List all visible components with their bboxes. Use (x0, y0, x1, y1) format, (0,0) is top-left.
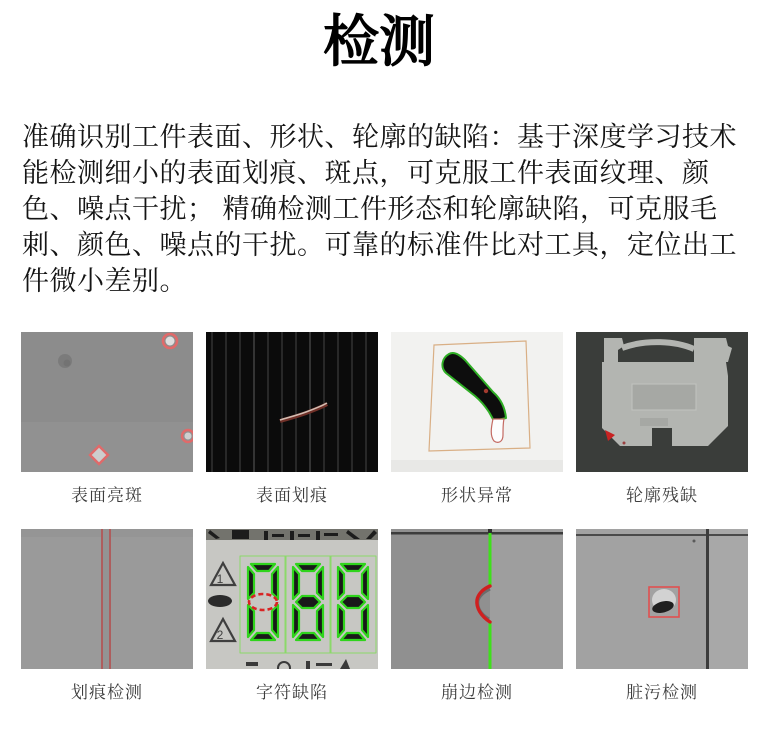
gallery-item-surface-bright-spot (21, 332, 193, 506)
detection-section (0, 8, 758, 734)
thumb-caption: 轮廓残缺 (626, 486, 698, 506)
surface-bright-spot-graphic (21, 332, 193, 472)
page-title: 检测 (323, 10, 435, 73)
svg-text:1: 1 (216, 572, 224, 587)
dirt-detect-graphic (576, 529, 748, 669)
intro-line: 准确识别工件表面、形状、轮廓的缺陷：基于深度学习技术 (22, 122, 737, 153)
contour-missing-image (576, 332, 748, 472)
scratch-detect-image (21, 529, 193, 669)
gallery-item-dirt-detect (576, 529, 748, 703)
detection-gallery (21, 332, 748, 703)
gallery-item-shape-anomaly (391, 332, 563, 506)
shape-anomaly-image (391, 332, 563, 472)
shape-anomaly-graphic (391, 332, 563, 472)
dirt-detect-image (576, 529, 748, 669)
char-defect-image (206, 529, 378, 669)
intro-line: 刺、颜色、噪点的干扰。可靠的标准件比对工具，定位出工 (22, 230, 737, 261)
gallery-item-char-defect (206, 529, 378, 703)
gallery-item-scratch-detect (21, 529, 193, 703)
thumb-caption: 表面划痕 (256, 486, 328, 506)
gallery-item-surface-scratch (206, 332, 378, 506)
intro-line: 件微小差别。 (22, 266, 187, 297)
edge-chip-image (391, 529, 563, 669)
surface-scratch-image (206, 332, 378, 472)
edge-chip-graphic (391, 529, 563, 669)
intro-line: 能检测细小的表面划痕、斑点，可克服工件表面纹理、颜 (22, 158, 710, 189)
surface-scratch-graphic (206, 332, 378, 472)
thumb-caption: 崩边检测 (441, 683, 513, 703)
thumb-caption: 字符缺陷 (256, 683, 328, 703)
contour-missing-graphic (576, 332, 748, 472)
thumb-caption: 形状异常 (441, 486, 513, 506)
svg-text:2: 2 (216, 628, 224, 643)
intro-line: 色、噪点干扰； 精确检测工件形态和轮廓缺陷，可克服毛 (22, 194, 718, 225)
surface-bright-spot-image (21, 332, 193, 472)
thumb-caption: 脏污检测 (626, 683, 698, 703)
scratch-detect-graphic (21, 529, 193, 669)
intro-paragraph (22, 119, 736, 299)
thumb-caption: 表面亮斑 (71, 486, 143, 506)
thumb-caption: 划痕检测 (71, 683, 143, 703)
gallery-item-edge-chip (391, 529, 563, 703)
char-defect-graphic (206, 529, 378, 669)
gallery-item-contour-missing (576, 332, 748, 506)
